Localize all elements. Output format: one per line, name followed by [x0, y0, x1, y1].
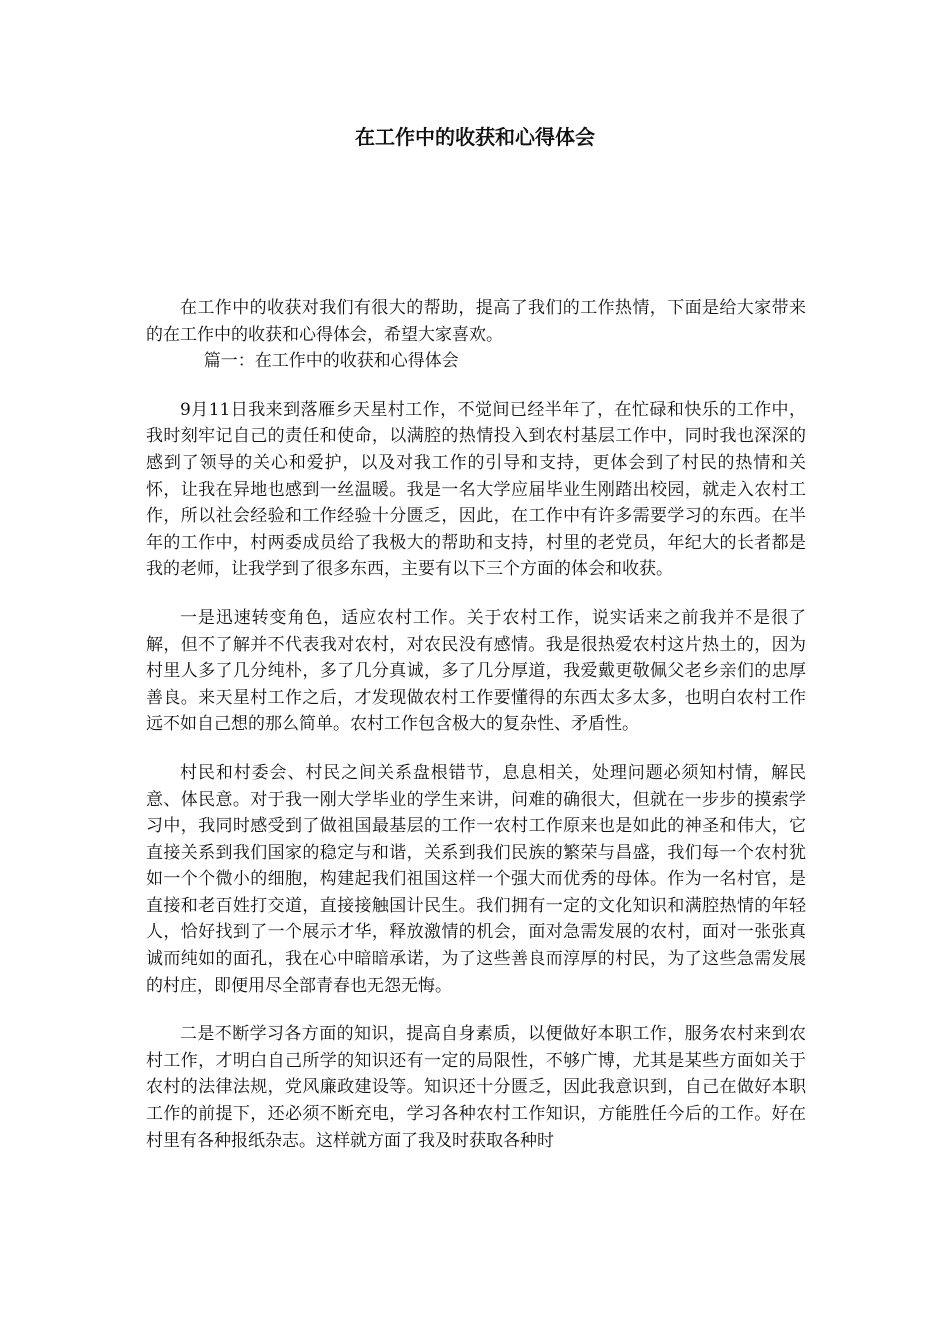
intro-paragraph: 在工作中的收获对我们有很大的帮助，提高了我们的工作热情，下面是给大家带来的在工作中的收获和心得体会，希望大家喜欢。: [146, 298, 806, 345]
body-paragraph: 二是不断学习各方面的知识，提高自身素质，以便做好本职工作，服务农村来到农村工作，才明白自己所学的知识还有一定的局限性，不够广博，尤其是某些方面如关于农村的法律法规，党风廉政建设等。知识还十分匮乏，因此我意识到，自己在做好本职工作的前提下，还必须不断充电，学习各种农村工作知识，方能胜任今后的工作。好在村里有各种报纸杂志。这样就方面了我及时获取各种时: [146, 1024, 806, 1151]
body-paragraph: 村民和村委会、村民之间关系盘根错节，息息相关，处理问题必须知村情，解民意、体民意。对于我一刚大学毕业的学生来讲，问难的确很大，但就在一步步的摸索学习中，我同时感受到了做祖国最基层的工作一农村工作原来也是如此的神圣和伟大，它直接关系到我们国家的稳定与和谐，关系到我们民族的繁荣与昌盛，我们每一个农村犹如一个个微小的细胞，构建起我们祖国这样一个强大而优秀的母体。作为一名村官，是直接和老百姓打交道，直接接触国计民生。我们拥有一定的文化知识和满腔热情的年轻人，恰好找到了一个展示才华，释放激情的机会，面对急需发展的农村，面对一张张真诚而纯如的面孔，我在心中暗暗承诺，为了这些善良而淳厚的村民，为了这些急需发展的村庄，即便用尽全部青春也无怨无悔。: [146, 762, 806, 996]
body-paragraph: 一是迅速转变角色，适应农村工作。关于农村工作，说实话来之前我并不是很了解，但不了解并不代表我对农村，对农民没有感情。我是很热爱农村这片热土的，因为村里人多了几分纯朴，多了几分真诚，多了几分厚道，我爱戴更敬佩父老乡亲们的忠厚善良。来天星村工作之后，才发现做农村工作要懂得的东西太多太多，也明白农村工作远不如自己想的那么简单。农村工作包含极大的复杂性、矛盾性。: [146, 607, 806, 735]
section-heading: 篇一：在工作中的收获和心得体会: [203, 351, 459, 372]
document-body: [146, 295, 806, 1154]
body-paragraph: 9月11日我来到落雁乡天星村工作，不觉间已经半年了，在忙碌和快乐的工作中，我时刻牢记自己的责任和使命，以满腔的热情投入到农村基层工作中，同时我也深深的感到了领导的关心和爱护，以及对我工作的引导和支持，更体会到了村民的热情和关怀，让我在异地也感到一丝温暖。我是一名大学应届毕业生刚踏出校园，就走入农村工作，所以社会经验和工作经验十分匮乏，因此，在工作中有许多需要学习的东西。在半年的工作中，村两委成员给了我极大的帮助和支持，村里的老党员，年纪大的长者都是我的老师，让我学到了很多东西，主要有以下三个方面的体会和收获。: [146, 399, 806, 580]
document-title: 在工作中的收获和心得体会: [355, 125, 595, 149]
